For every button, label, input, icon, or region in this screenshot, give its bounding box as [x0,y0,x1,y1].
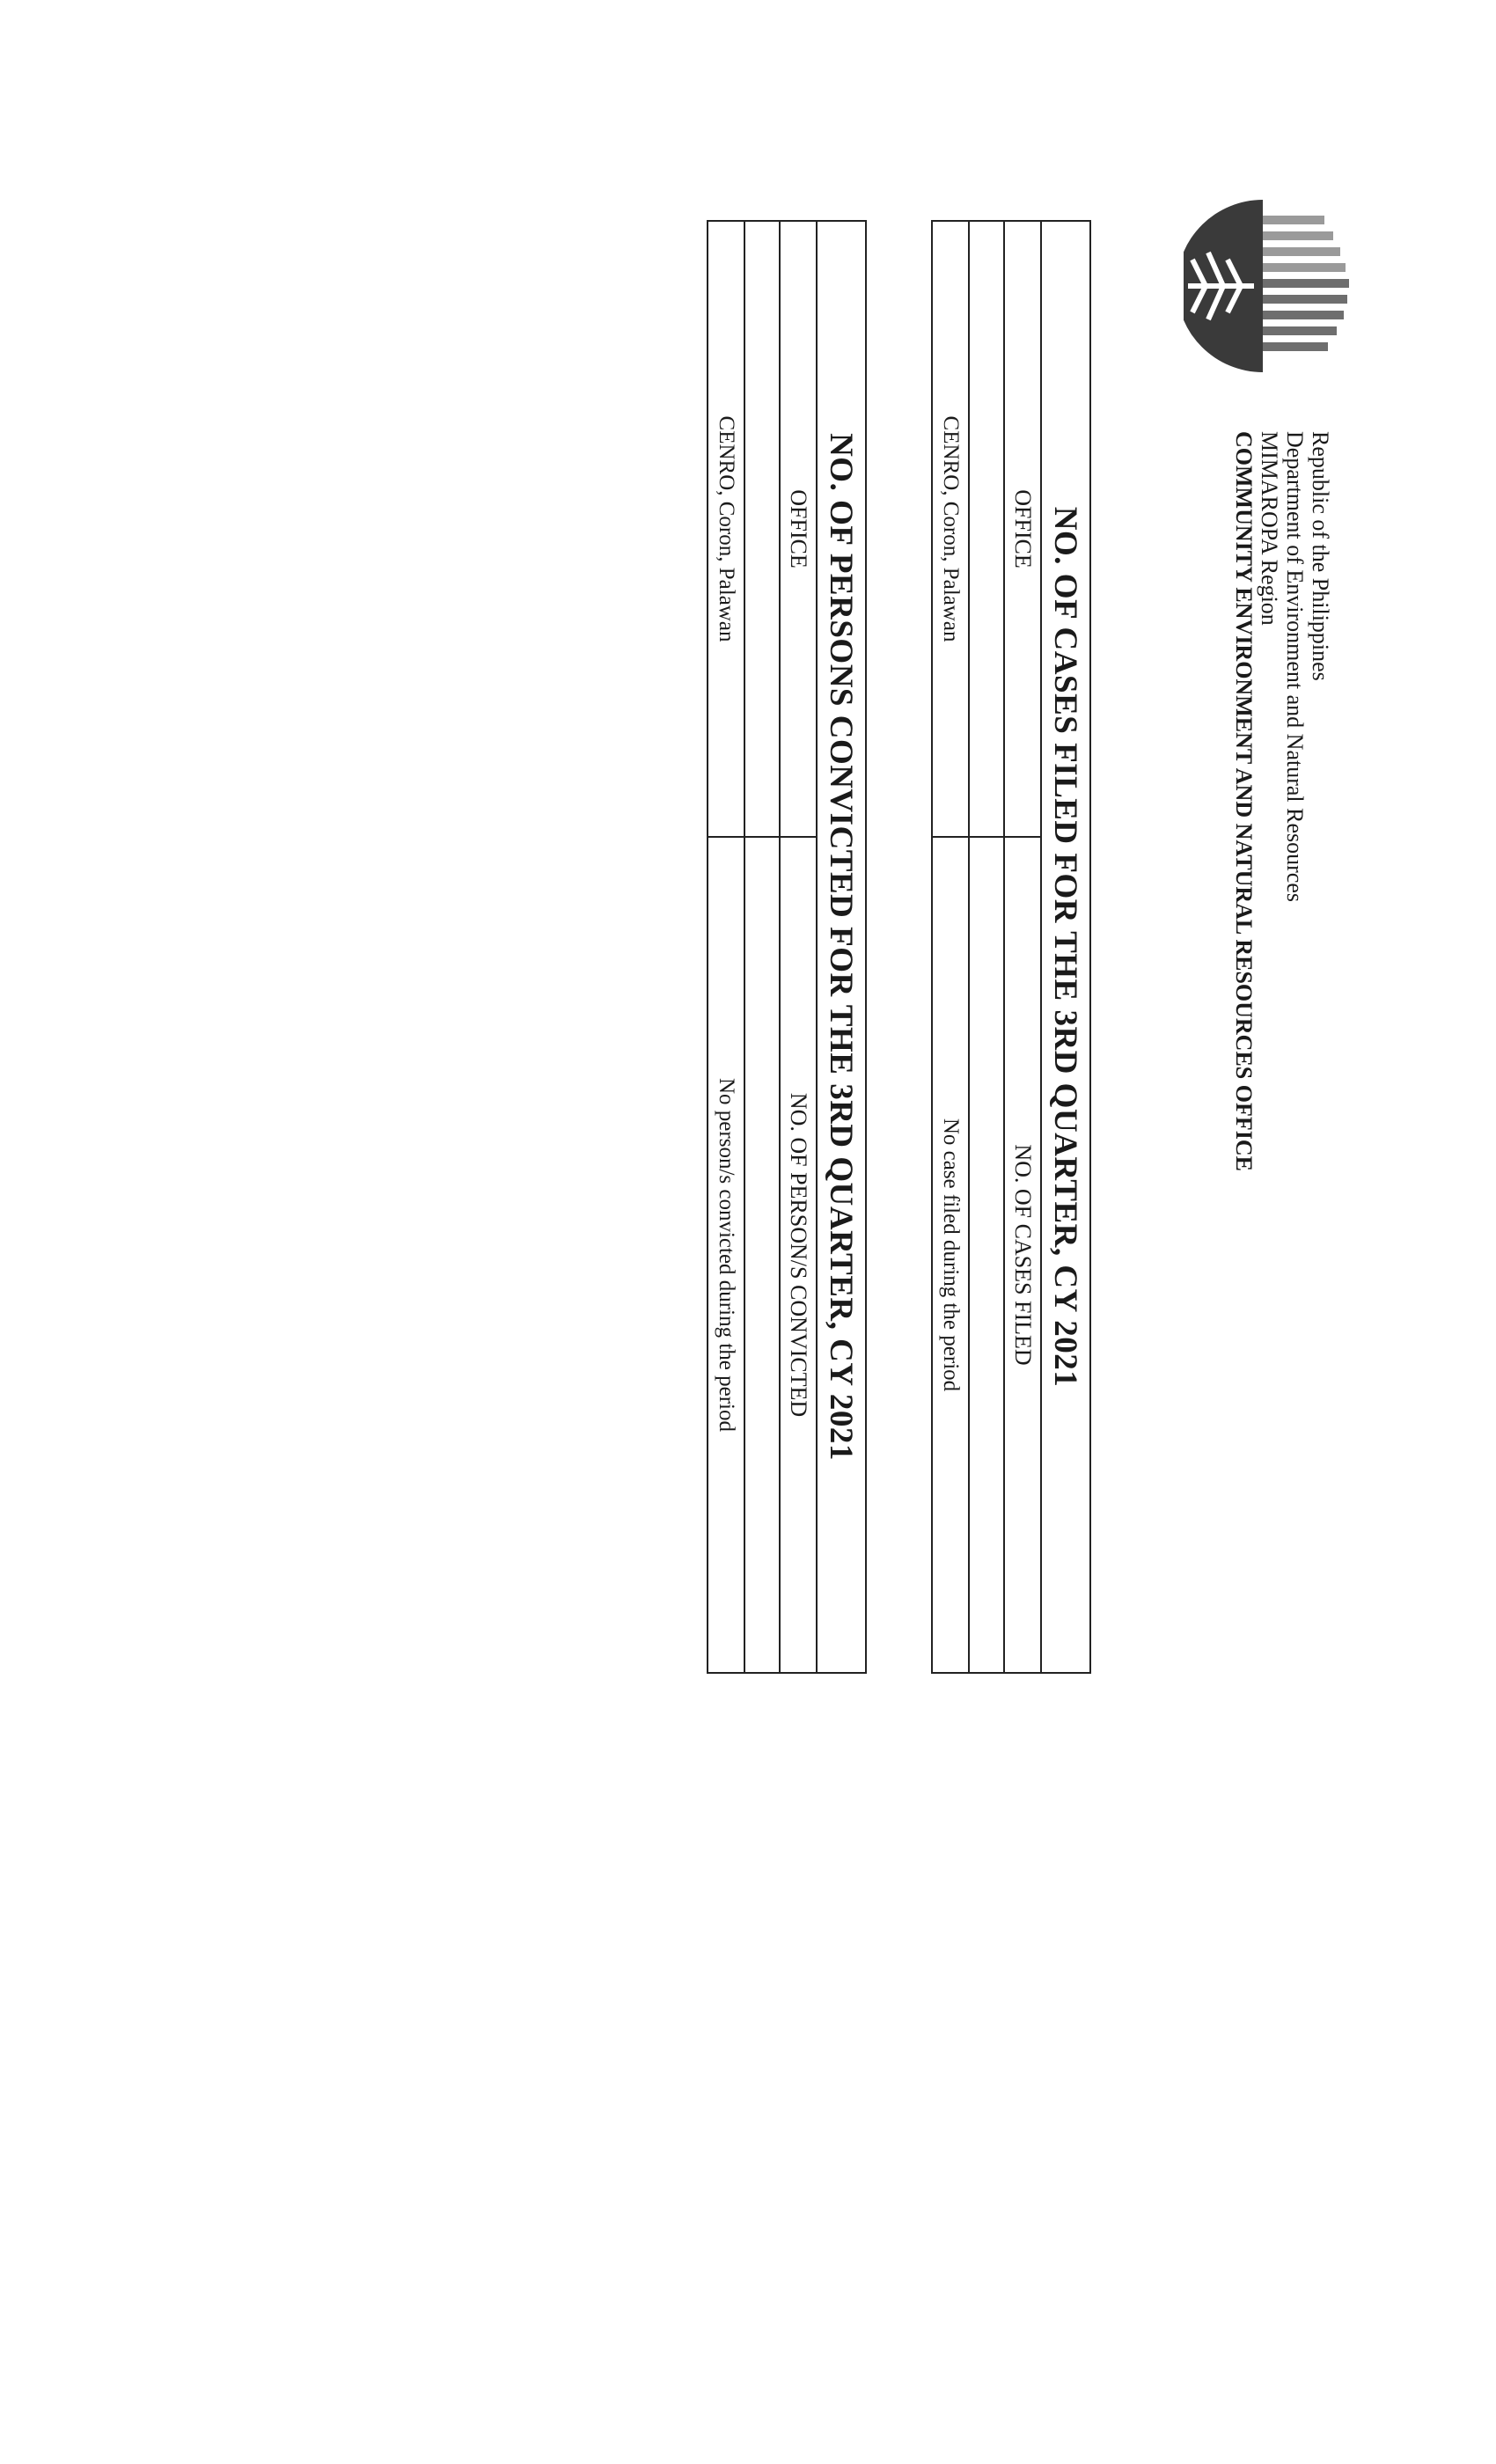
persons-convicted-table [707,220,867,1674]
header-department: Department of Environment and Natural Resources [1282,431,1308,902]
cases-row-value: No case filed during the period [932,837,969,1673]
table-row [708,221,744,1673]
cases-blank-cell [969,221,1004,837]
cases-blank-cell [969,837,1004,1673]
table-row [932,221,969,1673]
cases-row-office: CENRO, Coron, Palawan [932,221,969,837]
convicted-row-value: No person/s convicted during the period [708,837,744,1673]
convicted-blank-cell [744,837,780,1673]
header-region: MIMAROPA Region [1257,431,1282,626]
cases-col-office: OFFICE [1004,221,1041,837]
convicted-row-office: CENRO, Coron, Palawan [708,221,744,837]
cases-filed-table [931,220,1091,1674]
convicted-col-count: NO. OF PERSON/S CONVICTED [780,837,817,1673]
convicted-col-office: OFFICE [780,221,817,837]
cases-col-count: NO. OF CASES FILED [1004,837,1041,1673]
letterhead [1231,431,1333,1171]
header-office: COMMUNITY ENVIRONMENT AND NATURAL RESOURCES OFFICE [1231,431,1257,1171]
header-republic: Republic of the Philippines [1308,431,1333,681]
denr-seal-icon [1184,198,1360,374]
cases-table-title: NO. OF CASES FILED FOR THE 3RD QUARTER, CY 2021 [1041,221,1090,1673]
convicted-blank-cell [744,221,780,837]
convicted-table-title: NO. OF PERSONS CONVICTED FOR THE 3RD QUARTER, CY 2021 [817,221,866,1673]
